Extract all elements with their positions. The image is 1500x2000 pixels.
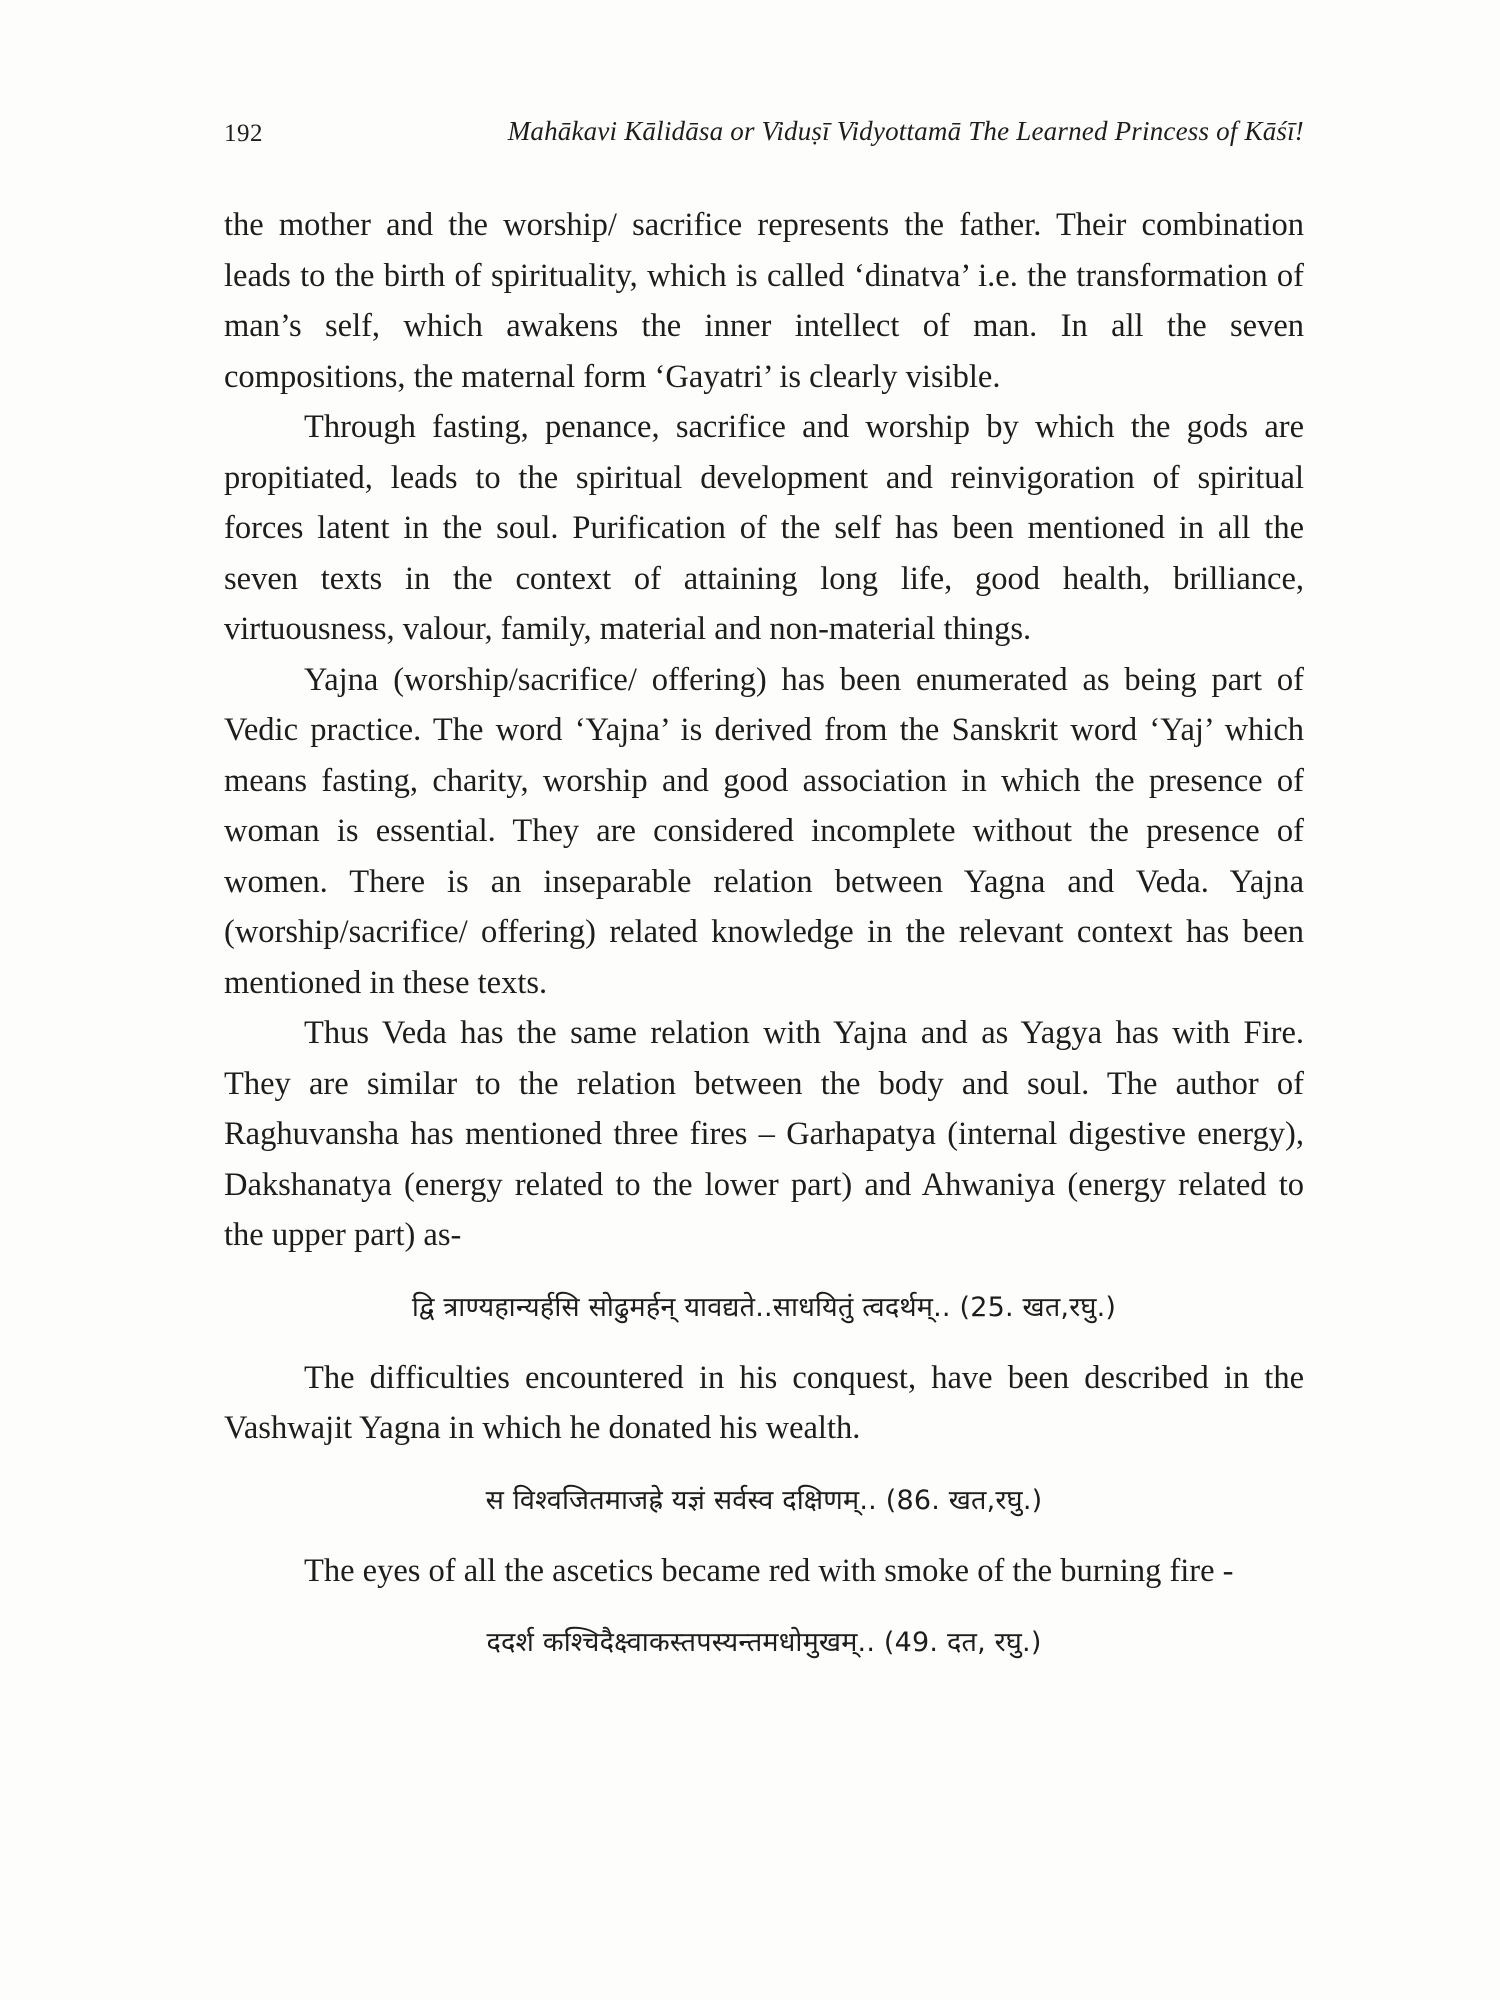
running-title: Mahākavi Kālidāsa or Viduṣī Vidyottamā The Learned Princess of Kāśī!	[507, 116, 1304, 146]
sanskrit-verse-1: द्वि त्राण्यहान्यर्हसि सोढुमर्हन् यावद्यते..साधयितुं त्वदर्थम्.. (25. खत,रघु.)	[411, 1291, 1117, 1323]
paragraph-yajna: Yajna (worship/sacrifice/ offering) has been enumerated as being part of Vedic practice. The word ‘Yajna’ is derived from the Sanskrit word ‘Yaj’ which means fasting, charity, worship and good association in which the presence of woman is essential. They are considered incomplete without the presence of women. There is an inseparable relation between Yagna and Veda. Yajna (worship/sacrifice/ offering) related knowledge in the relevant context has been mentioned in these texts.	[224, 661, 1304, 1001]
paragraph-fasting: Through fasting, penance, sacrifice and worship by which the gods are propitiated, leads to the spiritual development and reinvigoration of spiritual forces latent in the soul. Purification of the self has been mentioned in all the seven texts in the context of attaining long life, good health, brilliance, virtuousness, valour, family, material and non-material things.	[224, 409, 1304, 647]
page-number: 192	[224, 120, 263, 147]
body-text	[224, 200, 1304, 1668]
paragraph-conquest: The difficulties encountered in his conquest, have been described in the Vashwajit Yagna in which he donated his wealth.	[224, 1359, 1304, 1446]
paragraph-continuation: the mother and the worship/ sacrifice represents the father. Their combination leads to the birth of spirituality, which is called ‘dinatva’ i.e. the transformation of man’s self, which awakens the inner intellect of man. In all the seven compositions, the maternal form ‘Gayatri’ is clearly visible.	[224, 207, 1304, 395]
sanskrit-verse-3: ददर्श कश्चिदैक्ष्वाकस्तपस्यन्तमधोमुखम्.. (49. दत, रघु.)	[486, 1627, 1042, 1658]
paragraph-veda: Thus Veda has the same relation with Yajna and as Yagya has with Fire. They are similar to the relation between the body and soul. The author of Raghuvansha has mentioned three fires – Garhapatya (internal digestive energy), Dakshanatya (energy related to the lower part) and Ahwaniya (energy related to the upper part) as-	[224, 1015, 1304, 1253]
paragraph-ascetics: The eyes of all the ascetics became red with smoke of the burning fire -	[304, 1552, 1234, 1589]
running-header	[224, 116, 1304, 156]
sanskrit-verse-2: स विश्वजितमाजह्रे यज्ञं सर्वस्व दक्षिणम्.. (86. खत,रघु.)	[485, 1484, 1043, 1516]
